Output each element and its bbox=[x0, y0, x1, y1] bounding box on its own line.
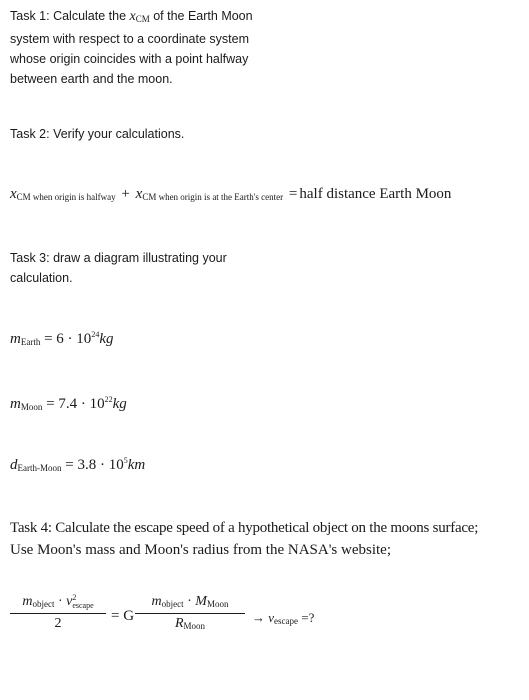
rhs-denominator bbox=[135, 614, 245, 632]
result-v: v bbox=[268, 610, 275, 625]
xcm-subscript: CM bbox=[135, 14, 150, 24]
task1-line4: between earth and the moon. bbox=[10, 72, 173, 86]
equals-sign: = bbox=[288, 186, 298, 202]
rhs-fraction bbox=[135, 594, 245, 632]
task1-line3: whose origin coincides with a point halfway bbox=[10, 52, 249, 66]
lhs-m: m bbox=[22, 594, 33, 609]
rhs-m: m bbox=[151, 594, 162, 609]
task1-paragraph bbox=[10, 6, 300, 89]
lhs-m-sub: object bbox=[32, 599, 55, 609]
term1-variable: x bbox=[10, 186, 17, 202]
distance-subscript: Earth-Moon bbox=[17, 463, 62, 473]
lhs-v-sup: 2 bbox=[72, 593, 77, 602]
lhs-v: v bbox=[66, 594, 73, 609]
task4-line2: Use Moon's mass and Moon's radius from the NASA's website; bbox=[10, 542, 391, 558]
mass-earth-subscript: Earth bbox=[20, 337, 41, 347]
result-v-sub: escape bbox=[274, 616, 299, 626]
term2-subscript: CM when origin is at the Earth's center bbox=[142, 192, 284, 202]
lhs-denominator: 2 bbox=[54, 616, 62, 631]
mass-earth-exponent: 24 bbox=[91, 330, 100, 339]
rhs-numerator bbox=[135, 594, 245, 614]
rhs-dot: · bbox=[187, 594, 192, 609]
task1-suffix: of the Earth Moon bbox=[149, 9, 253, 23]
xcm-variable: x bbox=[129, 9, 136, 24]
distance-unit: km bbox=[127, 457, 146, 473]
result-tail: =? bbox=[298, 610, 315, 625]
rhs-R-sub: Moon bbox=[183, 621, 206, 631]
task2-text: Task 2: Verify your calculations. bbox=[10, 127, 185, 141]
escape-equation bbox=[10, 594, 340, 654]
task3-paragraph bbox=[10, 248, 227, 288]
lhs-fraction bbox=[10, 594, 106, 632]
mass-moon-subscript: Moon bbox=[20, 402, 43, 412]
arrow-icon: → bbox=[252, 610, 265, 625]
lhs-v-sub: escape bbox=[72, 601, 94, 610]
task4-paragraph bbox=[10, 517, 525, 561]
verify-result: half distance Earth Moon bbox=[299, 186, 452, 202]
mass-moon-variable: m bbox=[10, 396, 21, 412]
distance-earth-moon-equation bbox=[10, 456, 145, 474]
lhs-numerator bbox=[10, 594, 106, 614]
task1-line2: system with respect to a coordinate system bbox=[10, 32, 249, 46]
verify-equation bbox=[10, 186, 451, 203]
term1-subscript: CM when origin is halfway bbox=[16, 192, 116, 202]
mass-earth-unit: kg bbox=[99, 331, 114, 347]
equals-g: = G bbox=[111, 608, 135, 624]
distance-exponent: 5 bbox=[123, 456, 128, 465]
task4-line1: Task 4: Calculate the escape speed of a hypothetical object on the moons surface; bbox=[10, 520, 479, 536]
mass-earth-equation bbox=[10, 330, 113, 348]
mass-moon-value: = 7.4 · 10 bbox=[46, 396, 105, 412]
term2-variable: x bbox=[135, 186, 143, 202]
mass-earth-value: = 6 · 10 bbox=[44, 331, 92, 347]
distance-variable: d bbox=[10, 457, 18, 473]
task1-line1 bbox=[10, 6, 300, 29]
rhs-M: M bbox=[195, 594, 207, 609]
mass-earth-variable: m bbox=[10, 331, 21, 347]
task3-line2: calculation. bbox=[10, 271, 73, 285]
mass-moon-unit: kg bbox=[112, 396, 127, 412]
escape-result bbox=[252, 610, 314, 626]
plus-sign: + bbox=[121, 186, 130, 202]
rhs-R: R bbox=[174, 616, 184, 631]
rhs-m-sub: object bbox=[161, 599, 184, 609]
mass-moon-exponent: 22 bbox=[104, 395, 113, 404]
lhs-dot: · bbox=[57, 594, 63, 609]
mass-moon-equation bbox=[10, 395, 127, 413]
distance-value: = 3.8 · 10 bbox=[65, 457, 124, 473]
rhs-M-sub: Moon bbox=[206, 599, 229, 609]
task1-prefix: Task 1: Calculate the bbox=[10, 9, 130, 23]
task3-line1: Task 3: draw a diagram illustrating your bbox=[10, 251, 227, 265]
